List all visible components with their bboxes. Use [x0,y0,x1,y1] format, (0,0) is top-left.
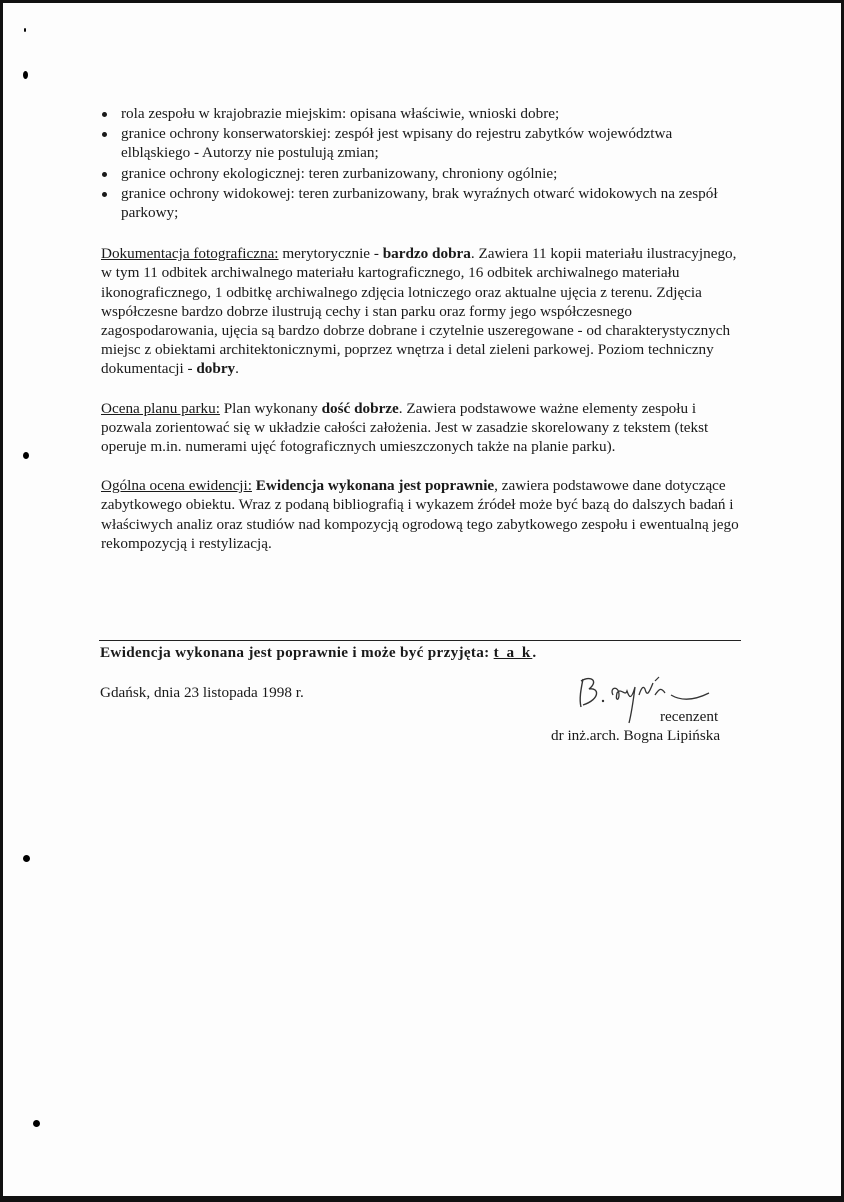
bullet-icon [102,112,107,117]
scan-mark [23,71,28,79]
photo-documentation-paragraph: Dokumentacja fotograficzna: merytorycznie - bardzo dobra. Zawiera 11 kopii materiału ilustracyjnego, w tym 11 odbitek archiwalnego materiału kartograficznego, 16 odbitek archiwalnego materiału ikonograficznego, 1 odbitkę archiwalnego zdjęcia lotniczego oraz aktualne ujęcia z terenu. Zdjęcia współczesne bardzo dobrze ilustrują cechy i stan parku oraz formy jego współczesnego zagospodarowania, ujęcia są bardzo dobrze dobrane i czytelnie uszeregowane - od charakterystycznych miejsc z obiektami architektonicznymi, poprzez wnętrza i detal zieleni parkowej. Poziom techniczny dokumentacji - dobry. [101,245,737,378]
scan-mark [24,28,26,32]
conclusion-line: Ewidencja wykonana jest poprawnie i może być przyjęta: t a k. [100,644,537,661]
reviewer-name: dr inż.arch. Bogna Lipińska [551,727,721,744]
bullet-icon [102,172,107,177]
photo-documentation-heading: Dokumentacja fotograficzna: [101,245,279,263]
scan-mark [33,1120,40,1127]
park-plan-paragraph: Ocena planu parku: Plan wykonany dość dobrze. Zawiera podstawowe ważne elementy zespołu i pozwala zorientować się w układzie całości założenia. Jest w zasadzie skorelowany z tekstem (tekst operuje m.in. numerami ujęć fotograficznych umieszczonych także na planie parku). [101,399,709,456]
list-item: granice ochrony widokowej: teren zurbanizowany, brak wyraźnych otwarć widokowych na zespół parkowy; [99,184,745,222]
general-assessment-paragraph: Ogólna ocena ewidencji: Ewidencja wykonana jest poprawnie, zawiera podstawowe dane dotyczące zabytkowego obiektu. Wraz z podaną bibliografią i wykazem źródeł może być bazą do dalszych badań i właściwych analiz oraz studiów nad kompozycją ogrodową tego zabytkowego zespołu i ewentualną jego rekompozycją i restylizacją. [101,477,739,552]
bullet-icon [102,192,107,197]
list-item: granice ochrony konserwatorskiej: zespół jest wpisany do rejestru zabytków województwa elbląskiego - Autorzy nie postulują zmian; [99,124,745,162]
place-date: Gdańsk, dnia 23 listopada 1998 r. [100,684,304,701]
general-assessment-heading: Ogólna ocena ewidencji: [101,477,252,495]
review-body [99,104,745,553]
scan-mark [23,452,29,459]
divider [99,640,741,641]
list-item: granice ochrony ekologicznej: teren zurbanizowany, chroniony ogólnie; [99,164,745,183]
list-item: rola zespołu w krajobrazie miejskim: opisana właściwie, wnioski dobre; [99,104,745,123]
document-page [3,3,841,1196]
protection-criteria-list [99,104,745,222]
bullet-icon [102,132,107,137]
conclusion-answer: t a k [493,644,533,661]
park-plan-heading: Ocena planu parku: [101,399,220,417]
reviewer-role: recenzent [660,708,719,725]
scan-mark [23,855,30,862]
